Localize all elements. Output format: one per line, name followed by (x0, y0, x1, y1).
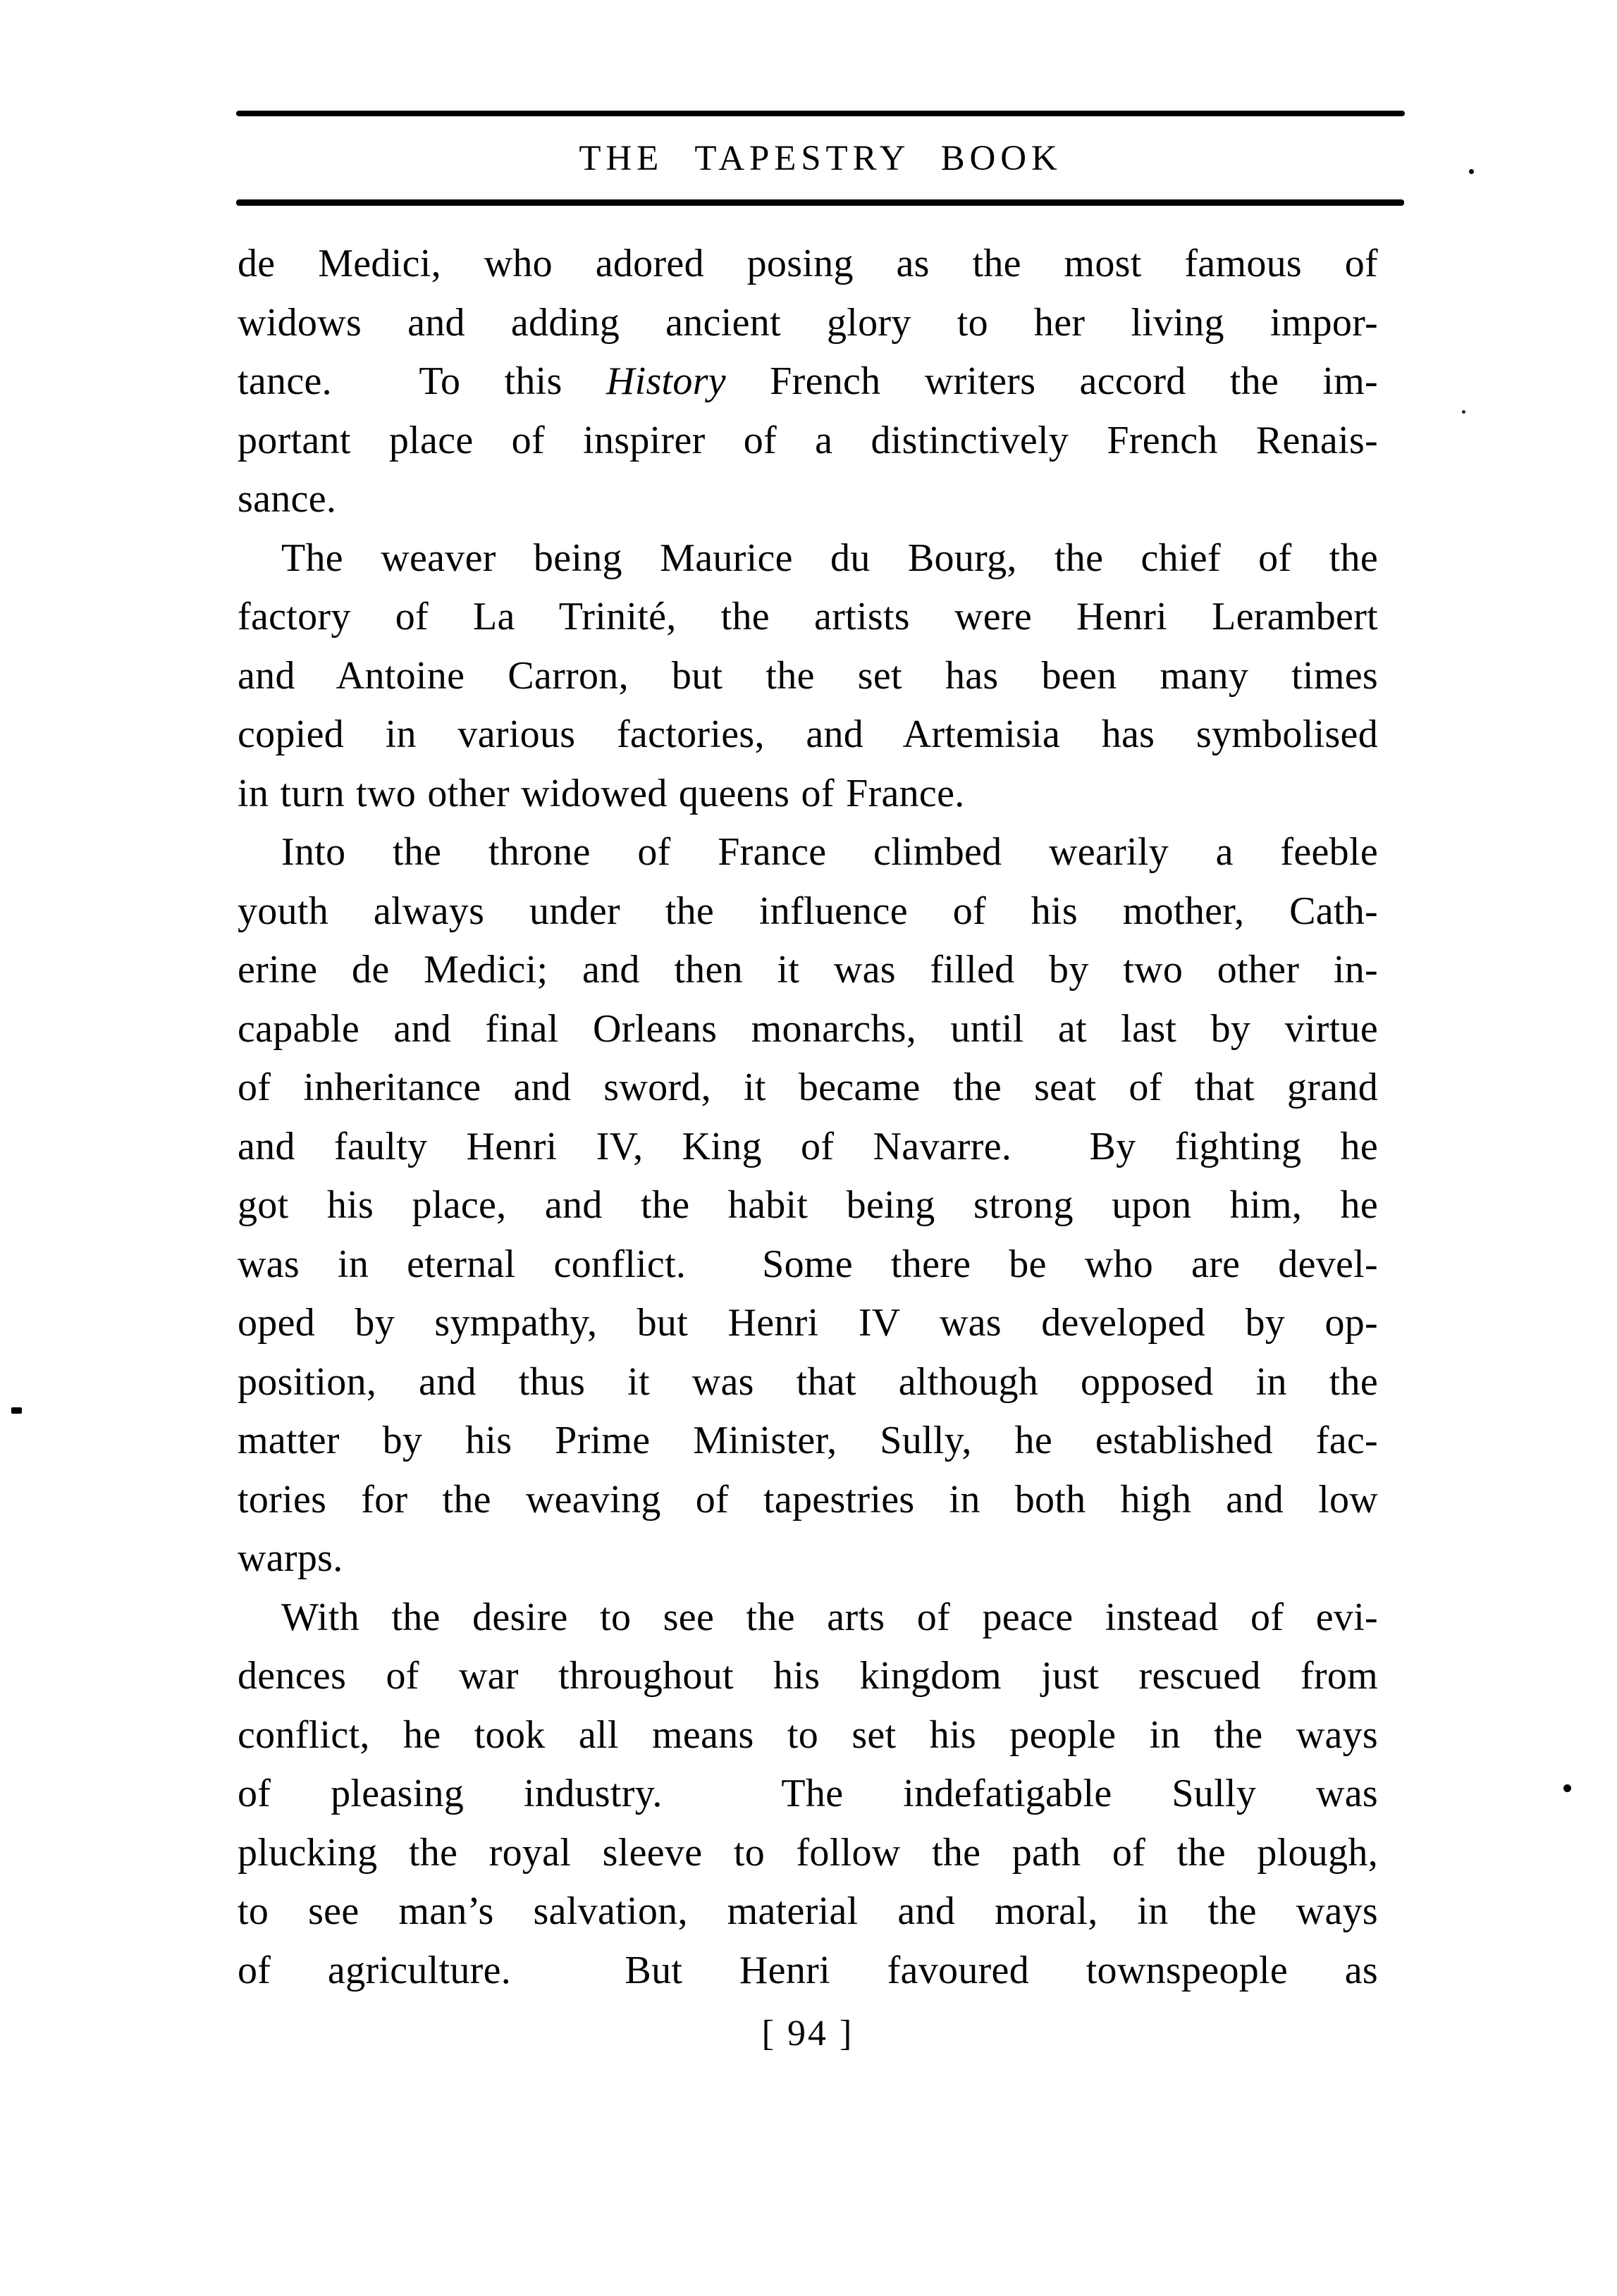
header-rule-bottom (236, 199, 1404, 206)
text-line: to see man’s salvation, material and moral, in the ways (238, 1889, 1378, 1933)
text-line: of pleasing industry. The indefatigable Sully was (238, 1772, 1378, 1815)
running-head-title: THE TAPESTRY BOOK (579, 139, 1062, 178)
text-line: portant place of inspirer of a distinctively French Renais- (238, 418, 1378, 462)
header-rule-top (236, 111, 1405, 116)
text-line: oped by sympathy, but Henri IV was developed by op- (238, 1301, 1378, 1345)
text-line: capable and final Orleans monarchs, until at last by virtue (238, 1006, 1378, 1051)
text-line: and faulty Henri IV, King of Navarre. By fighting he (238, 1124, 1378, 1168)
text-line: copied in various factories, and Artemisia has symbolised (238, 712, 1378, 756)
body-text-block (238, 235, 1378, 2000)
text-line: With the desire to see the arts of peace instead of evi- (281, 1595, 1378, 1639)
text-line: factory of La Trinité, the artists were Henri Lerambert (238, 595, 1378, 638)
text-line: youth always under the influence of his mother, Cath- (238, 889, 1378, 933)
text-line: and Antoine Carron, but the set has been many times (238, 653, 1378, 698)
text-line: in turn two other widowed queens of France. (238, 771, 965, 815)
text-line: erine de Medici; and then it was filled by two other in- (238, 948, 1378, 992)
text-line: widows and adding ancient glory to her living impor- (238, 300, 1378, 345)
scan-speck (1469, 169, 1474, 174)
text-line: of agriculture. But Henri favoured townspeople as (238, 1948, 1378, 1992)
text-line: got his place, and the habit being strong upon him, he (238, 1183, 1378, 1227)
text-line: tance. To this History French writers accord the im- (238, 359, 1378, 403)
text-line: of inheritance and sword, it became the seat of that grand (238, 1066, 1378, 1109)
text-line: dences of war throughout his kingdom just rescued from (238, 1654, 1378, 1698)
scan-speck (1462, 410, 1465, 414)
text-line: conflict, he took all means to set his people in the ways (238, 1712, 1378, 1757)
text-line: position, and thus it was that although opposed in the (238, 1359, 1378, 1404)
text-line: tories for the weaving of tapestries in both high and low (238, 1477, 1378, 1522)
scan-speck (11, 1407, 22, 1414)
text-line: warps. (238, 1536, 343, 1580)
text-line: plucking the royal sleeve to follow the path of the plough, (238, 1830, 1378, 1875)
text-line: de Medici, who adored posing as the most famous of (238, 242, 1378, 285)
scan-speck (1563, 1784, 1571, 1792)
text-line: Into the throne of France climbed wearily a feeble (281, 830, 1378, 874)
text-line: sance. (238, 477, 337, 521)
text-line: matter by his Prime Minister, Sully, he established fac- (238, 1419, 1378, 1462)
text-line: was in eternal conflict. Some there be who are devel- (238, 1242, 1378, 1286)
page-number: [ 94 ] (761, 2013, 854, 2054)
text-line: The weaver being Maurice du Bourg, the chief of the (281, 536, 1378, 580)
